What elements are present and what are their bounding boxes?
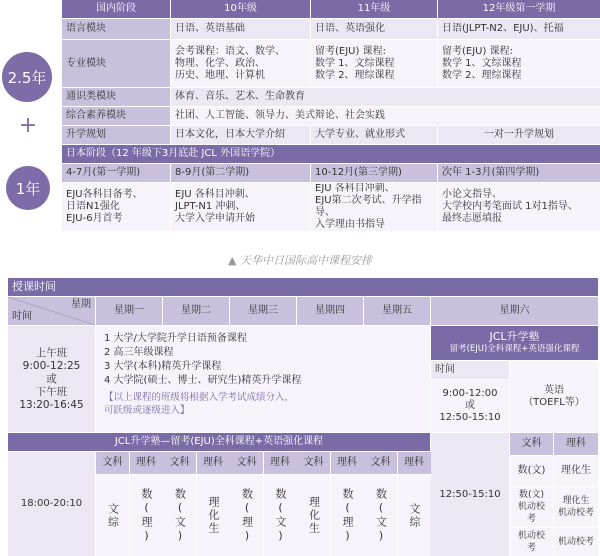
evening-subject-head: 文科 bbox=[364, 452, 397, 474]
saturday-pm-r3-liberal: 机动校考 bbox=[510, 528, 553, 556]
evening-subject-text: 文综 bbox=[106, 502, 120, 529]
language-g11: 日语、英语强化 bbox=[311, 19, 437, 39]
literacy-content: 社团、人工智能、领导力、美式辩论、社会实践 bbox=[171, 107, 600, 125]
evening-subject-head: 文科 bbox=[96, 452, 129, 474]
evening-subject-text: 数(文) bbox=[173, 487, 187, 544]
language-g12: 日语(JLPT-N2、EJU)、托福 bbox=[438, 19, 600, 39]
duration-badge-2-5-years: 2.5年 bbox=[2, 52, 52, 102]
time-morning-afternoon: 上午班 9:00-12:25 或 下午班 13:20-16:45 bbox=[8, 326, 95, 432]
evening-subject-head: 理科 bbox=[130, 452, 163, 474]
japan-content-1: EJU各科目备考、 日语N1强化 EJU-6月首考 bbox=[62, 183, 170, 231]
day-saturday: 星期六 bbox=[431, 297, 598, 325]
evening-subject-cell bbox=[398, 475, 431, 556]
header-phase: 国内阶段 bbox=[62, 0, 170, 18]
day-tuesday: 星期二 bbox=[163, 297, 229, 325]
evening-subject-cell bbox=[197, 475, 230, 556]
evening-subject-text: 数(理) bbox=[341, 487, 354, 544]
header-grade-10: 10年级 bbox=[171, 0, 310, 18]
evening-subject-cell bbox=[130, 475, 163, 556]
japan-content-4: 小论文指导、 大学校内考笔面试 1对1指导、 最终志愿填报 bbox=[438, 183, 600, 231]
schedule-table bbox=[8, 278, 598, 556]
evening-subject-cell bbox=[331, 475, 364, 556]
row-label-language: 语言模块 bbox=[62, 19, 170, 39]
row-label-literacy: 综合素养模块 bbox=[62, 107, 170, 125]
evening-subject-head: 理科 bbox=[331, 452, 364, 474]
course-note: 【以上课程的班级将根据入学考试成绩分入， 可跃级或逐级进入】 bbox=[104, 392, 295, 416]
evening-subject-cell bbox=[163, 475, 196, 556]
day-wednesday: 星期三 bbox=[230, 297, 296, 325]
evening-subject-cell bbox=[264, 475, 297, 556]
row-label-planning: 升学规划 bbox=[62, 126, 170, 144]
weekday-course-list bbox=[96, 326, 430, 432]
schedule-title: 授课时间 bbox=[8, 278, 598, 296]
corner-time-label: 时间 bbox=[12, 311, 32, 322]
japan-term-4: 次年 1-3月(第四学期) bbox=[438, 164, 600, 182]
japan-term-1: 4-7月(第一学期) bbox=[62, 164, 170, 182]
japan-content-2: EJU 各科目冲刺、 JLPT-N1 冲刺、 大学入学申请开始 bbox=[171, 183, 310, 231]
language-g10: 日语、英语基础 bbox=[171, 19, 310, 39]
saturday-pm-r3-science: 机动校考 bbox=[554, 528, 598, 556]
major-g11: 留考(EJU) 课程: 数学 1、文综课程 数学 2、理综课程 bbox=[311, 40, 437, 87]
evening-subject-text: 理化生 bbox=[207, 496, 220, 535]
evening-subject-head: 文科 bbox=[163, 452, 196, 474]
major-g12: 留考(EJU) 课程: 数学 1、文综课程 数学 2、理综课程 bbox=[438, 40, 600, 87]
saturday-jcl-title: JCL升学塾 bbox=[489, 330, 540, 343]
evening-subject-text: 数(理) bbox=[240, 487, 254, 544]
header-grade-12: 12年级第一学期 bbox=[438, 0, 600, 18]
planning-g11: 大学专业、就业形式 bbox=[311, 126, 437, 144]
row-label-major: 专业模块 bbox=[62, 40, 170, 87]
major-g10: 会考课程：语文、数学、 物理、化学、政治、 历史、地理、计算机 bbox=[171, 40, 310, 87]
general-content: 体育、音乐、艺术、生命教育 bbox=[171, 88, 600, 106]
evening-subject-head: 理科 bbox=[197, 452, 230, 474]
japan-content-3: EJU 各科目冲刺、 EJU第二次考试、升学指导、 入学理由书指导 bbox=[311, 183, 437, 231]
figure-caption: ▲ 天华中日国际高中课程安排 bbox=[228, 254, 372, 267]
plus-sign: + bbox=[18, 113, 38, 138]
row-label-general: 通识类模块 bbox=[62, 88, 170, 106]
japan-phase-header: 日本阶段（12 年级下3月底赴 JCL 外国语学院） bbox=[62, 145, 600, 163]
saturday-jcl-subtitle: 留考(EJU)全科课程+英语强化课程 bbox=[449, 344, 580, 354]
evening-subject-text: 文综 bbox=[408, 502, 421, 529]
evening-time: 18:00-20:10 bbox=[8, 452, 95, 556]
evening-subject-cell bbox=[230, 475, 263, 556]
saturday-morning-time: 9:00-12:00 或 12:50-15:10 bbox=[431, 380, 509, 432]
saturday-afternoon-time: 12:50-15:10 bbox=[431, 433, 509, 556]
evening-subject-text: 理化生 bbox=[307, 496, 321, 535]
evening-subject-text: 数(文) bbox=[374, 487, 388, 544]
day-friday: 星期五 bbox=[364, 297, 430, 325]
day-monday: 星期一 bbox=[96, 297, 162, 325]
evening-subject-head: 理科 bbox=[398, 452, 431, 474]
evening-subject-cell bbox=[297, 475, 330, 556]
course-list: 1 大学/大学院升学日语预备课程 2 高三年级课程 3 大学(本科)精英升学课程 4 大学院(硕士、博士、研究生)精英升学课程 bbox=[104, 333, 302, 386]
saturday-jcl-header bbox=[431, 326, 598, 360]
planning-g10: 日本文化，日本大学介绍 bbox=[171, 126, 310, 144]
evening-subject-text: 数(理) bbox=[140, 487, 153, 544]
saturday-pm-r1-science: 理化生 bbox=[554, 456, 598, 486]
saturday-pm-r2-science: 理化生 机动校考 bbox=[554, 487, 598, 527]
japan-term-3: 10-12月(第三学期) bbox=[311, 164, 437, 182]
day-thursday: 星期四 bbox=[297, 297, 363, 325]
curriculum-table bbox=[62, 0, 600, 242]
saturday-pm-head-science: 理科 bbox=[554, 433, 598, 455]
corner-cell bbox=[8, 297, 95, 325]
saturday-pm-r1-liberal: 数(文) bbox=[510, 456, 553, 486]
saturday-pm-r2-liberal: 数(文) 机动校考 bbox=[510, 487, 553, 527]
evening-subject-head: 理科 bbox=[264, 452, 297, 474]
evening-subject-head: 文科 bbox=[230, 452, 263, 474]
jcl-course-bar: JCL升学塾—留考(EJU)全科课程+英语强化课程 bbox=[8, 433, 430, 451]
duration-badge-1-year: 1年 bbox=[6, 166, 50, 210]
japan-term-2: 8-9月(第二学期) bbox=[171, 164, 310, 182]
evening-subject-head: 文科 bbox=[297, 452, 330, 474]
evening-subject-cell bbox=[96, 475, 129, 556]
saturday-pm-head-liberal: 文科 bbox=[510, 433, 553, 455]
saturday-english: 英语 （TOEFL等） bbox=[510, 361, 598, 432]
header-grade-11: 11年级 bbox=[311, 0, 437, 18]
corner-week-label: 星期 bbox=[71, 299, 91, 310]
evening-subject-cell bbox=[364, 475, 397, 556]
evening-subject-text: 数(文) bbox=[274, 487, 287, 544]
planning-g12: 一对一升学规划 bbox=[438, 126, 600, 144]
saturday-time-label: 时间 bbox=[431, 361, 509, 379]
